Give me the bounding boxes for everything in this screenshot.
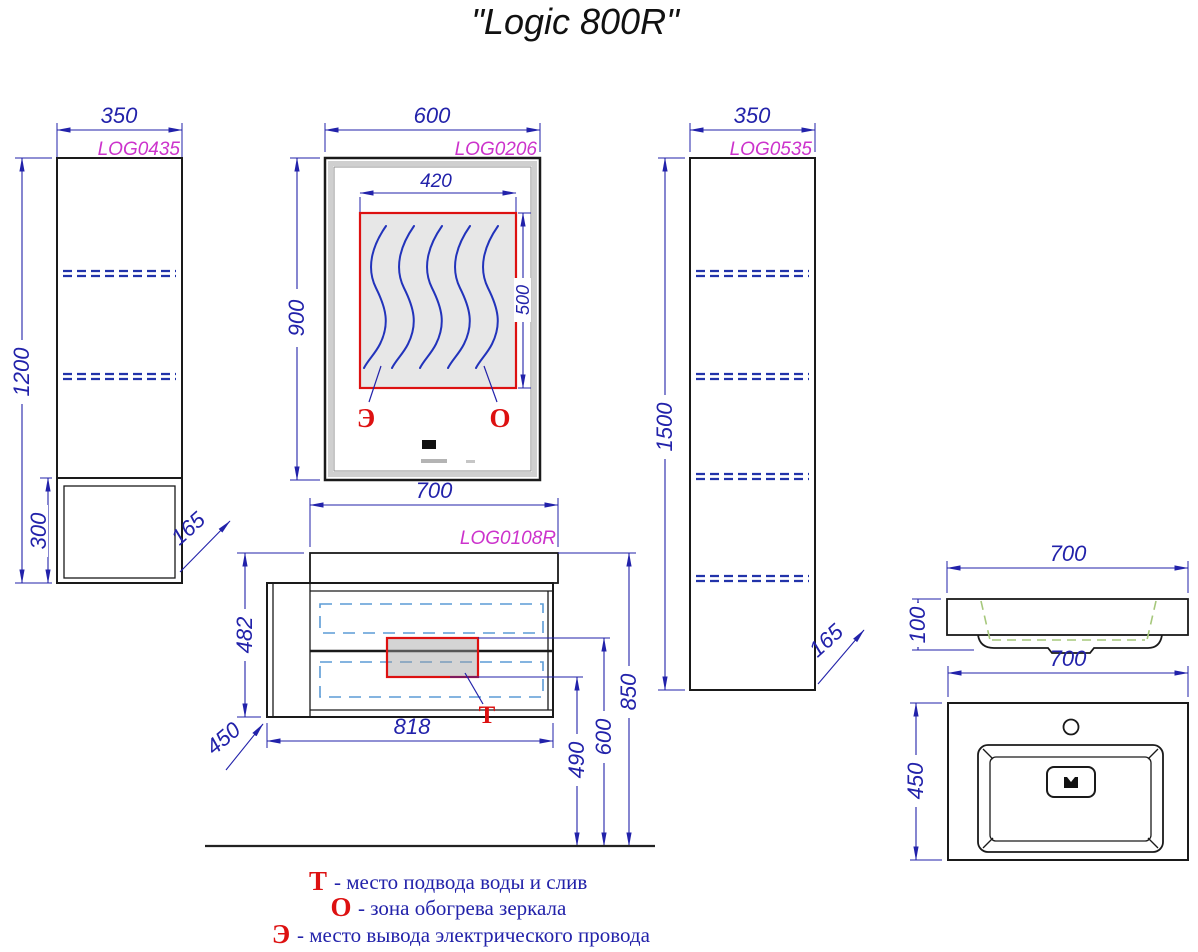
legend-water-symbol: Т [308, 866, 328, 896]
dimension-width: 350 [733, 103, 771, 128]
dimension-height: 900 [284, 299, 309, 337]
water-mark: Т [478, 702, 496, 729]
bowl-corner-bevel [983, 838, 993, 848]
countertop-outline [310, 553, 558, 583]
legend-heat-text: - зона обогрева зеркала [358, 896, 567, 920]
washbasin-top-view [903, 646, 1188, 860]
legend-water-text: - место подвода воды и слив [334, 870, 588, 894]
bowl-outer-edge [978, 745, 1163, 852]
dimension-height-group [284, 289, 309, 347]
dimension-niche-height: 300 [26, 512, 51, 550]
upper-drawer-dashed [320, 604, 543, 633]
dimension-depth: 450 [903, 762, 928, 800]
brand-logo-smudge [421, 459, 447, 463]
dimension-depth: 165 [165, 506, 210, 551]
dimension-depth-group [903, 755, 928, 807]
faucet-hole [1064, 720, 1079, 735]
dimension-niche-group [26, 505, 51, 557]
dimension-top-level-group [616, 666, 641, 718]
dimension-heater-height: 500 [513, 284, 533, 316]
dimension-drain-top-group [591, 711, 616, 763]
dimension-height-group [9, 340, 34, 404]
washbasin-side-view [905, 541, 1188, 653]
dimension-heater-width: 420 [420, 171, 452, 192]
dimension-height-group [905, 603, 930, 647]
electric-mark: Э [356, 403, 376, 433]
bowl-inner-edge [990, 757, 1151, 841]
heater-mark: О [489, 403, 511, 433]
dimension-width: 700 [1049, 646, 1087, 671]
dimension-height: 100 [905, 606, 930, 644]
logo-smudge-light [466, 460, 475, 463]
dimension-height-group [652, 395, 677, 459]
dimension-height: 1500 [652, 402, 677, 452]
mirror-switch-icon [422, 440, 436, 449]
open-niche-inner [64, 486, 175, 578]
left-cabinet-view [9, 103, 230, 583]
dimension-heater-height-group [513, 278, 533, 322]
page-title: "Logic 800R" [471, 1, 679, 42]
mirror-view [284, 103, 540, 480]
dimension-depth: 165 [803, 618, 848, 663]
dimension-width: 350 [100, 103, 138, 128]
dimension-depth-group [166, 506, 211, 550]
legend [272, 866, 651, 949]
dimension-drain-bottom-group [564, 734, 589, 786]
dimension-body-width: 818 [393, 714, 431, 739]
article-code-label: LOG0535 [729, 139, 812, 160]
legend-electric-text: - место вывода электрического провода [297, 923, 650, 947]
dimension-top-width: 700 [415, 478, 453, 503]
dimension-top-level: 850 [616, 673, 641, 711]
dimension-width: 700 [1049, 541, 1087, 566]
cabinet-outline [690, 158, 815, 690]
dimension-height: 1200 [9, 347, 34, 397]
bowl-corner-bevel [1148, 838, 1158, 848]
article-code-label: LOG0108R [459, 528, 556, 549]
dimension-height: 482 [232, 616, 257, 654]
dimension-drain-top: 600 [591, 718, 616, 756]
dimension-depth: 450 [201, 716, 246, 760]
dimension-height-group [232, 609, 257, 661]
bowl-corner-bevel [1148, 749, 1158, 759]
dimension-width: 600 [413, 103, 451, 128]
legend-heat-symbol: О [330, 892, 352, 922]
right-cabinet-view [652, 103, 864, 690]
vanity-view [201, 478, 655, 846]
article-code-label: LOG0206 [454, 139, 537, 160]
dimension-drain-bottom: 490 [564, 741, 589, 779]
bowl-corner-bevel [983, 749, 993, 759]
legend-electric-symbol: Э [271, 919, 291, 949]
cabinet-outline [57, 158, 182, 583]
water-zone-rect [387, 638, 478, 677]
article-code-label: LOG0435 [97, 139, 180, 160]
